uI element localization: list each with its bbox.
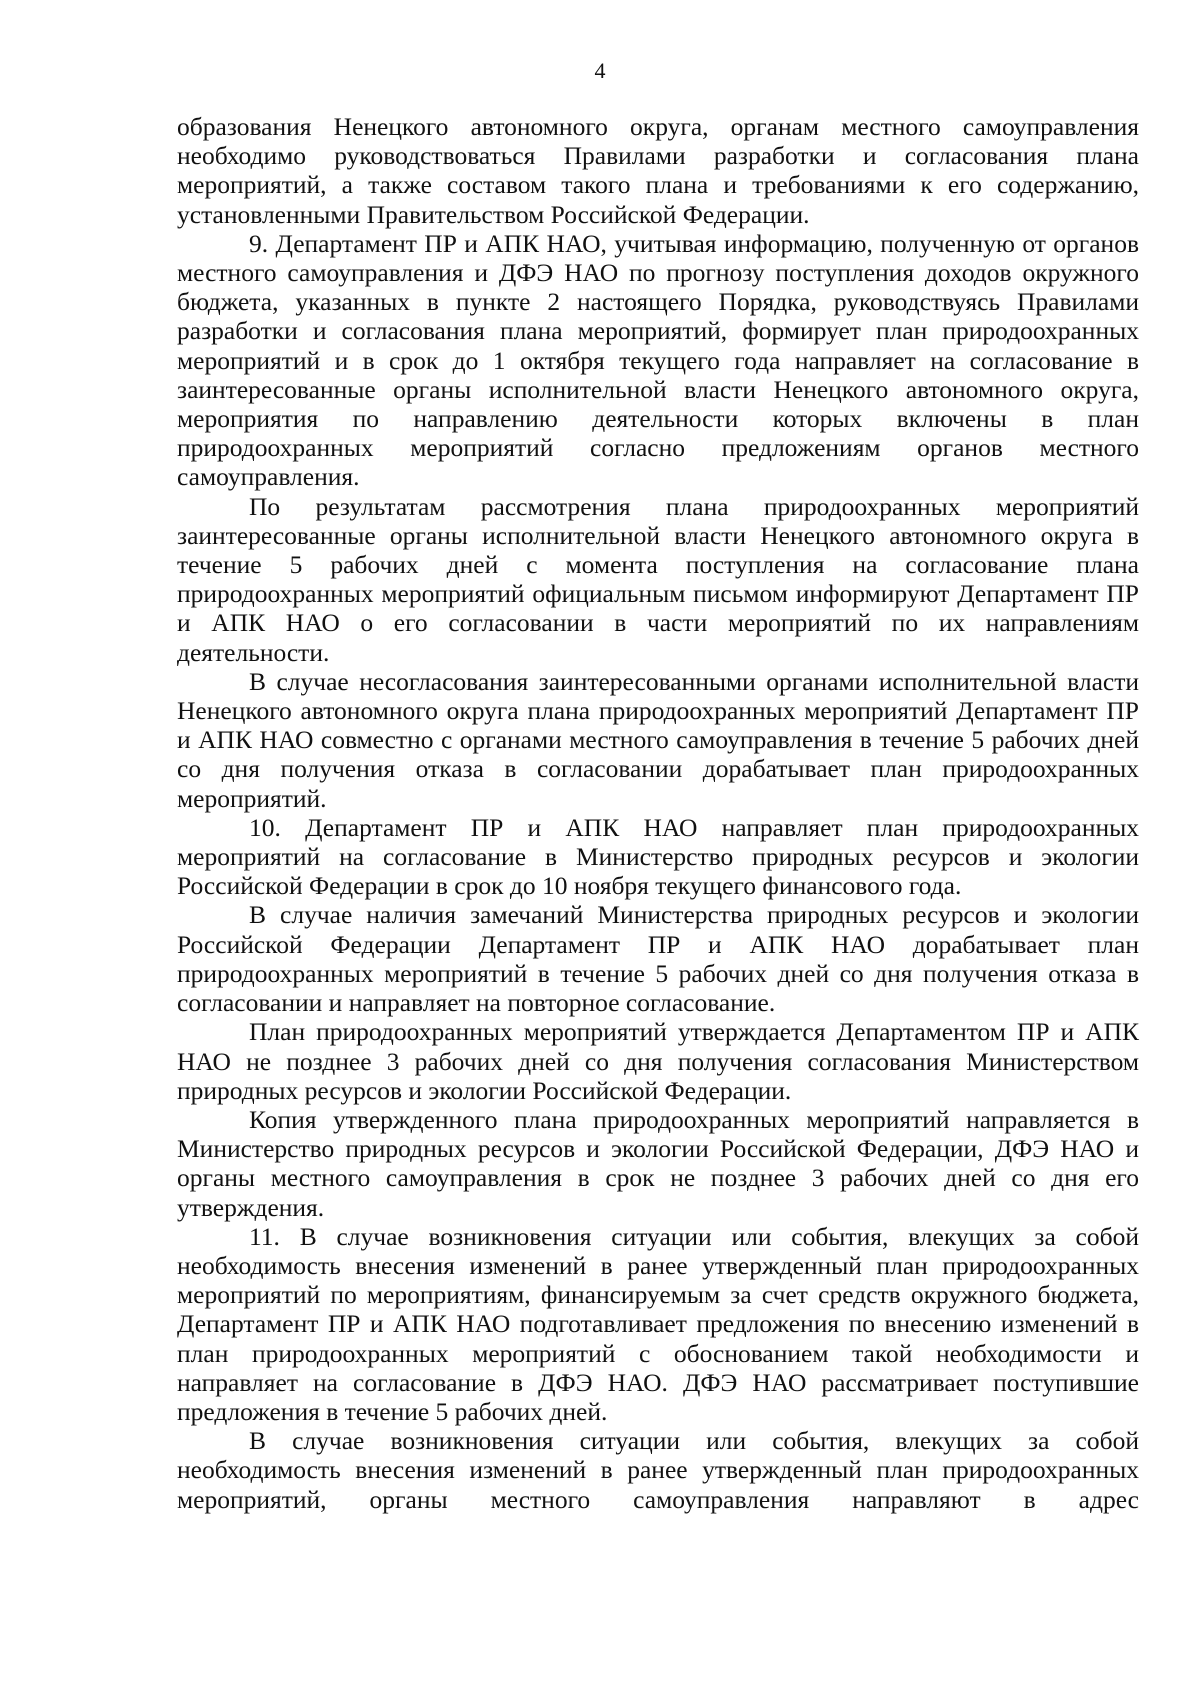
paragraph-plan-approval: План природоохранных мероприятий утверждается Департаментом ПР и АПК НАО не позднее 3 рабочих дней со дня получения согласования Министерством природных ресурсов и экологии Российской Федерации. bbox=[177, 1017, 1139, 1105]
paragraph-plan-copy: Копия утвержденного плана природоохранных мероприятий направляется в Министерство природных ресурсов и экологии Российской Федерации, ДФЭ НАО и органы местного самоуправления в срок не позднее 3 рабочих дней со дня его утверждения. bbox=[177, 1104, 1139, 1222]
paragraph-continuation: образования Ненецкого автономного округа, органам местного самоуправления необходимо руководствоваться Правилами разработки и согласования плана мероприятий, а также составом такого плана и требованиями к его содержанию, установленными Правительством Российской Федерации. bbox=[177, 112, 1139, 229]
document-body bbox=[177, 112, 1139, 1514]
paragraph-item-9: 9. Департамент ПР и АПК НАО, учитывая информацию, полученную от органов местного самоуправления и ДФЭ НАО по прогнозу поступления доходов окружного бюджета, указанных в пункте 2 настоящего Порядка, руководствуясь Правилами разработки и согласования плана мероприятий, формирует план природоохранных мероприятий и в срок до 1 октября текущего года направляет на согласование в заинтересованные органы исполнительной власти Ненецкого автономного округа, мероприятия по направлению деятельности которых включены в план природоохранных мероприятий согласно предложениям органов местного самоуправления. bbox=[177, 228, 1139, 492]
paragraph-ministry-remarks: В случае наличия замечаний Министерства природных ресурсов и экологии Российской Федерации Департамент ПР и АПК НАО дорабатывает план природоохранных мероприятий в течение 5 рабочих дней со дня получения отказа в согласовании и направляет на повторное согласование. bbox=[177, 900, 1139, 1018]
paragraph-item-11: 11. В случае возникновения ситуации или события, влекущих за собой необходимость внесения изменений в ранее утвержденный план природоохранных мероприятий по мероприятиям, финансируемым за счет средств окружного бюджета, Департамент ПР и АПК НАО подготавливает предложения по внесению изменений в план природоохранных мероприятий с обоснованием такой необходимости и направляет на согласование в ДФЭ НАО. ДФЭ НАО рассматривает поступившие предложения в течение 5 рабочих дней. bbox=[177, 1221, 1139, 1426]
page-number: 4 bbox=[594, 58, 606, 83]
paragraph-local-government-changes: В случае возникновения ситуации или события, влекущих за собой необходимость внесения изменений в ранее утвержденный план природоохранных мероприятий, органы местного самоуправления направляют в адрес bbox=[177, 1426, 1139, 1514]
paragraph-non-approval: В случае несогласования заинтересованными органами исполнительной власти Ненецкого автономного округа плана природоохранных мероприятий Департамент ПР и АПК НАО совместно с органами местного самоуправления в течение 5 рабочих дней со дня получения отказа в согласовании дорабатывает план природоохранных мероприятий. bbox=[177, 666, 1139, 813]
paragraph-review-results: По результатам рассмотрения плана природоохранных мероприятий заинтересованные органы исполнительной власти Ненецкого автономного округа в течение 5 рабочих дней с момента поступления на согласование плана природоохранных мероприятий официальным письмом информируют Департамент ПР и АПК НАО о его согласовании в части мероприятий по их направлениям деятельности. bbox=[177, 491, 1139, 667]
paragraph-item-10: 10. Департамент ПР и АПК НАО направляет план природоохранных мероприятий на согласование в Министерство природных ресурсов и экологии Российской Федерации в срок до 10 ноября текущего финансового года. bbox=[177, 812, 1139, 901]
